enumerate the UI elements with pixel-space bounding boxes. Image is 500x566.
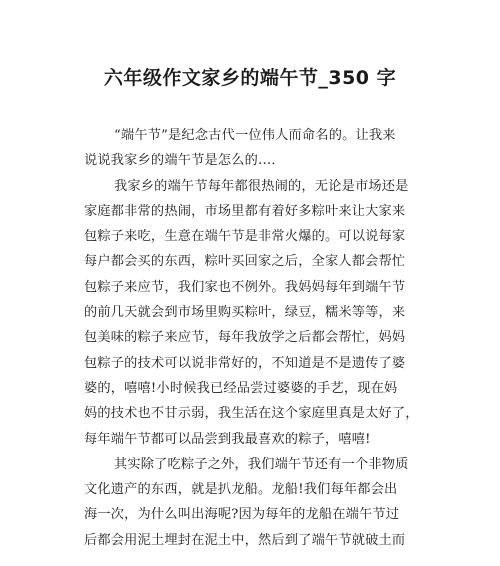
- text-line: 的前几天就会到市场里购买粽叶，绿豆，糯米等等，来: [84, 305, 406, 321]
- text-line: 包美味的粽子来应节，每年我放学之后都会帮忙，妈妈: [84, 330, 406, 346]
- text-line: 说说我家乡的端午节是怎么的…．: [84, 153, 285, 169]
- document-body: [84, 123, 424, 553]
- text-line: 包粽子的技术可以说非常好的，不知道是不是遗传了婆: [84, 355, 406, 371]
- text-line: 婆的，嘻嘻!小时候我已经品尝过婆婆的手艺，现在妈: [84, 380, 398, 396]
- text-line: 每年端午节都可以品尝到我最喜欢的粽子，嘻嘻!: [84, 431, 371, 447]
- text-line: 文化遗产的东西，就是扒龙船。龙船!我们每年都会出: [84, 482, 398, 498]
- text-line: 后都会用泥土埋封在泥土中，然后到了端午节就破土而: [84, 532, 406, 548]
- text-line: 海一次，为什么叫出海呢?因为每年的龙船在端午节过: [84, 507, 400, 523]
- document-title: 六年级作文家乡的端午节_350 字: [103, 67, 397, 89]
- text-line: 每户都会买的东西，粽叶买回家之后，全家人都会帮忙: [84, 254, 406, 270]
- text-line: 包粽子来吃，生意在端午节是非常火爆的。可以说每家: [84, 229, 406, 245]
- text-line: 我家乡的端午节每年都很热闹的，无论是市场还是: [114, 178, 409, 194]
- text-line: 妈的技术也不甘示弱，我生活在这个家庭里真是太好了，: [84, 406, 419, 422]
- text-line: “端午节”是纪念古代一位伟人而命名的。让我来: [114, 128, 396, 143]
- text-line: 家庭都非常的热闹，市场里都有着好多粽叶来让大家来: [84, 203, 406, 219]
- text-line: 其实除了吃粽子之外，我们端午节还有一个非物质: [114, 456, 409, 472]
- text-line: 包粽子来应节，我们家也不例外。我妈妈每年到端午节: [84, 279, 406, 295]
